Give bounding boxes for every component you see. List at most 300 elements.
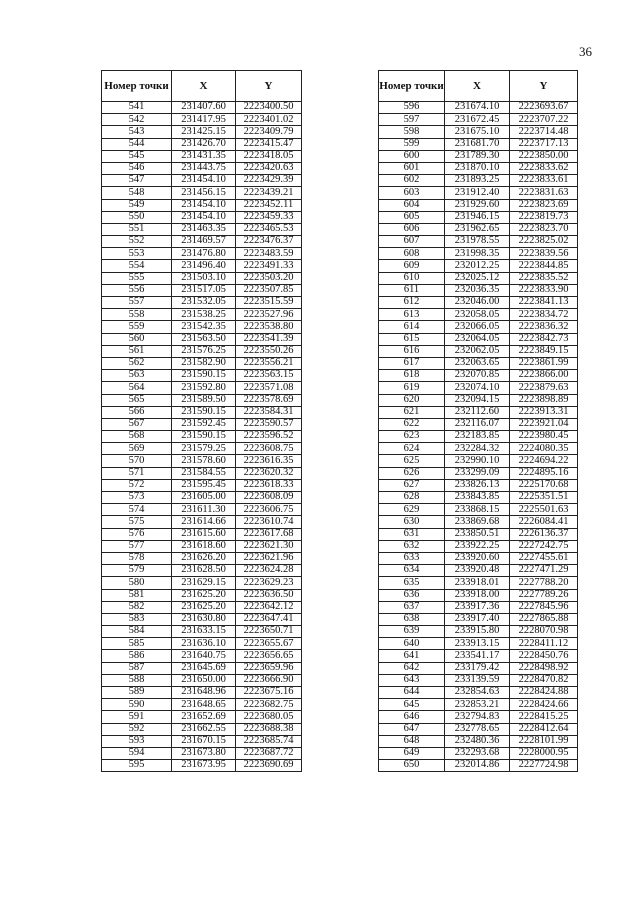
point-number-cell: 611 <box>379 284 445 296</box>
table-row <box>102 199 302 211</box>
y-cell: 2223642.12 <box>236 601 302 613</box>
x-cell: 231503.10 <box>172 272 236 284</box>
x-cell: 231628.50 <box>172 565 236 577</box>
table-row <box>102 601 302 613</box>
y-cell: 2223620.32 <box>236 467 302 479</box>
point-number-cell: 587 <box>102 662 172 674</box>
y-cell: 2228470.82 <box>510 674 578 686</box>
y-cell: 2223503.20 <box>236 272 302 284</box>
table-row <box>379 455 578 467</box>
x-cell: 233541.17 <box>445 650 510 662</box>
y-cell: 2223418.05 <box>236 150 302 162</box>
table-row <box>102 467 302 479</box>
y-cell: 2223527.96 <box>236 309 302 321</box>
table-row <box>102 589 302 601</box>
x-cell: 232066.05 <box>445 321 510 333</box>
y-cell: 2223636.50 <box>236 589 302 601</box>
x-cell: 231454.10 <box>172 211 236 223</box>
x-cell: 231929.60 <box>445 199 510 211</box>
x-cell: 231640.75 <box>172 650 236 662</box>
x-cell: 232070.85 <box>445 370 510 382</box>
x-cell: 231625.20 <box>172 601 236 613</box>
point-number-cell: 596 <box>379 102 445 114</box>
point-number-cell: 621 <box>379 406 445 418</box>
point-number-cell: 629 <box>379 504 445 516</box>
header-point-number: Номер точки <box>379 71 445 102</box>
table-row <box>379 394 578 406</box>
y-cell: 2223538.80 <box>236 321 302 333</box>
table-row <box>102 735 302 747</box>
x-cell: 231582.90 <box>172 357 236 369</box>
point-number-cell: 575 <box>102 516 172 528</box>
point-number-cell: 604 <box>379 199 445 211</box>
point-number-cell: 607 <box>379 236 445 248</box>
x-cell: 231426.70 <box>172 138 236 150</box>
x-cell: 231650.00 <box>172 674 236 686</box>
point-number-cell: 599 <box>379 138 445 150</box>
x-cell: 231636.10 <box>172 638 236 650</box>
y-cell: 2223596.52 <box>236 431 302 443</box>
x-cell: 231584.55 <box>172 467 236 479</box>
y-cell: 2228415.25 <box>510 711 578 723</box>
point-number-cell: 637 <box>379 601 445 613</box>
x-cell: 233843.85 <box>445 492 510 504</box>
x-cell: 231789.30 <box>445 150 510 162</box>
y-cell: 2223685.74 <box>236 735 302 747</box>
table-row <box>379 565 578 577</box>
x-cell: 232062.05 <box>445 345 510 357</box>
y-cell: 2223621.30 <box>236 540 302 552</box>
x-cell: 231978.55 <box>445 236 510 248</box>
x-cell: 232094.15 <box>445 394 510 406</box>
y-cell: 2223833.62 <box>510 162 578 174</box>
table-row <box>379 260 578 272</box>
x-cell: 231673.95 <box>172 760 236 772</box>
table-row <box>379 162 578 174</box>
table-row <box>379 589 578 601</box>
point-number-cell: 557 <box>102 297 172 309</box>
x-cell: 233920.48 <box>445 565 510 577</box>
point-number-cell: 623 <box>379 431 445 443</box>
header-y: Y <box>510 71 578 102</box>
table-row <box>102 662 302 674</box>
table-row <box>379 175 578 187</box>
y-cell: 2223556.21 <box>236 357 302 369</box>
x-cell: 231443.75 <box>172 162 236 174</box>
x-cell: 231590.15 <box>172 406 236 418</box>
y-cell: 2223617.68 <box>236 528 302 540</box>
y-cell: 2223844.85 <box>510 260 578 272</box>
y-cell: 2225170.68 <box>510 479 578 491</box>
table-row <box>379 102 578 114</box>
y-cell: 2223429.39 <box>236 175 302 187</box>
point-number-cell: 543 <box>102 126 172 138</box>
y-cell: 2223650.71 <box>236 626 302 638</box>
x-cell: 233139.59 <box>445 674 510 686</box>
point-number-cell: 571 <box>102 467 172 479</box>
y-cell: 2223415.47 <box>236 138 302 150</box>
y-cell: 2223825.02 <box>510 236 578 248</box>
y-cell: 2223682.75 <box>236 699 302 711</box>
point-number-cell: 548 <box>102 187 172 199</box>
point-number-cell: 549 <box>102 199 172 211</box>
y-cell: 2223688.38 <box>236 723 302 735</box>
y-cell: 2223629.23 <box>236 577 302 589</box>
point-number-cell: 644 <box>379 687 445 699</box>
table-row <box>102 565 302 577</box>
table-row <box>379 345 578 357</box>
table-row <box>379 613 578 625</box>
x-cell: 231674.10 <box>445 102 510 114</box>
table-row <box>102 370 302 382</box>
point-number-cell: 647 <box>379 723 445 735</box>
table-row <box>379 516 578 528</box>
point-number-cell: 590 <box>102 699 172 711</box>
x-cell: 231629.15 <box>172 577 236 589</box>
x-cell: 233918.01 <box>445 577 510 589</box>
point-number-cell: 563 <box>102 370 172 382</box>
y-cell: 2223839.56 <box>510 248 578 260</box>
table-row <box>102 248 302 260</box>
x-cell: 231592.80 <box>172 382 236 394</box>
y-cell: 2223835.52 <box>510 272 578 284</box>
point-number-cell: 555 <box>102 272 172 284</box>
x-cell: 233918.00 <box>445 589 510 601</box>
table-row <box>102 747 302 759</box>
x-cell: 231590.15 <box>172 431 236 443</box>
x-cell: 232036.35 <box>445 284 510 296</box>
y-cell: 2223717.13 <box>510 138 578 150</box>
table-row <box>379 333 578 345</box>
x-cell: 233299.09 <box>445 467 510 479</box>
table-row <box>379 528 578 540</box>
point-number-cell: 595 <box>102 760 172 772</box>
y-cell: 2223849.15 <box>510 345 578 357</box>
table-row <box>102 260 302 272</box>
table-row <box>379 699 578 711</box>
coordinates-table-left <box>101 70 302 772</box>
point-number-cell: 542 <box>102 114 172 126</box>
y-cell: 2223618.33 <box>236 479 302 491</box>
point-number-cell: 612 <box>379 297 445 309</box>
table-row <box>379 687 578 699</box>
table-row <box>102 114 302 126</box>
x-cell: 231605.00 <box>172 492 236 504</box>
y-cell: 2223921.04 <box>510 418 578 430</box>
y-cell: 2223409.79 <box>236 126 302 138</box>
y-cell: 2223507.85 <box>236 284 302 296</box>
table-row <box>379 272 578 284</box>
table-row <box>379 479 578 491</box>
point-number-cell: 545 <box>102 150 172 162</box>
point-number-cell: 578 <box>102 552 172 564</box>
table-row <box>379 223 578 235</box>
point-number-cell: 579 <box>102 565 172 577</box>
x-cell: 231645.69 <box>172 662 236 674</box>
point-number-cell: 577 <box>102 540 172 552</box>
coordinates-table-right <box>378 70 578 772</box>
y-cell: 2228412.64 <box>510 723 578 735</box>
table-row <box>102 674 302 686</box>
x-cell: 231431.35 <box>172 150 236 162</box>
y-cell: 2223584.31 <box>236 406 302 418</box>
point-number-cell: 636 <box>379 589 445 601</box>
y-cell: 2223616.35 <box>236 455 302 467</box>
table-row <box>379 309 578 321</box>
y-cell: 2223621.96 <box>236 552 302 564</box>
y-cell: 2228000.95 <box>510 747 578 759</box>
table-row <box>102 162 302 174</box>
point-number-cell: 627 <box>379 479 445 491</box>
y-cell: 2228424.88 <box>510 687 578 699</box>
point-number-cell: 554 <box>102 260 172 272</box>
x-cell: 233917.36 <box>445 601 510 613</box>
x-cell: 233826.13 <box>445 479 510 491</box>
point-number-cell: 560 <box>102 333 172 345</box>
point-number-cell: 614 <box>379 321 445 333</box>
table-row <box>102 309 302 321</box>
table-row <box>102 455 302 467</box>
point-number-cell: 566 <box>102 406 172 418</box>
table-row <box>379 357 578 369</box>
table-row <box>379 760 578 772</box>
x-cell: 231662.55 <box>172 723 236 735</box>
x-cell: 232014.86 <box>445 760 510 772</box>
table-row <box>379 382 578 394</box>
point-number-cell: 553 <box>102 248 172 260</box>
point-number-cell: 558 <box>102 309 172 321</box>
point-number-cell: 603 <box>379 187 445 199</box>
y-cell: 2228424.66 <box>510 699 578 711</box>
point-number-cell: 638 <box>379 613 445 625</box>
x-cell: 231576.25 <box>172 345 236 357</box>
y-cell: 2223420.63 <box>236 162 302 174</box>
point-number-cell: 610 <box>379 272 445 284</box>
table-row <box>102 333 302 345</box>
point-number-cell: 584 <box>102 626 172 638</box>
table-row <box>102 492 302 504</box>
y-cell: 2224694.22 <box>510 455 578 467</box>
x-cell: 231672.45 <box>445 114 510 126</box>
point-number-cell: 632 <box>379 540 445 552</box>
table-row <box>102 394 302 406</box>
x-cell: 233917.40 <box>445 613 510 625</box>
point-number-cell: 650 <box>379 760 445 772</box>
point-number-cell: 643 <box>379 674 445 686</box>
y-cell: 2223819.73 <box>510 211 578 223</box>
point-number-cell: 649 <box>379 747 445 759</box>
table-row <box>102 321 302 333</box>
y-cell: 2223823.70 <box>510 223 578 235</box>
y-cell: 2227788.20 <box>510 577 578 589</box>
point-number-cell: 622 <box>379 418 445 430</box>
y-cell: 2223680.05 <box>236 711 302 723</box>
x-cell: 232990.10 <box>445 455 510 467</box>
x-cell: 232183.85 <box>445 431 510 443</box>
x-cell: 231589.50 <box>172 394 236 406</box>
y-cell: 2223606.75 <box>236 504 302 516</box>
y-cell: 2223834.72 <box>510 309 578 321</box>
y-cell: 2223550.26 <box>236 345 302 357</box>
point-number-cell: 570 <box>102 455 172 467</box>
x-cell: 233915.80 <box>445 626 510 638</box>
x-cell: 231592.45 <box>172 418 236 430</box>
y-cell: 2225351.51 <box>510 492 578 504</box>
table-row <box>102 175 302 187</box>
x-cell: 231469.57 <box>172 236 236 248</box>
x-cell: 232012.25 <box>445 260 510 272</box>
table-row <box>379 552 578 564</box>
table-row <box>102 345 302 357</box>
point-number-cell: 641 <box>379 650 445 662</box>
table-row <box>379 406 578 418</box>
x-cell: 231579.25 <box>172 443 236 455</box>
x-cell: 233869.68 <box>445 516 510 528</box>
y-cell: 2223841.13 <box>510 297 578 309</box>
header-y: Y <box>236 71 302 102</box>
table-row <box>379 138 578 150</box>
table-row <box>379 650 578 662</box>
point-number-cell: 544 <box>102 138 172 150</box>
point-number-cell: 586 <box>102 650 172 662</box>
table-row <box>102 284 302 296</box>
table-row <box>102 443 302 455</box>
point-number-cell: 546 <box>102 162 172 174</box>
table-row <box>379 662 578 674</box>
y-cell: 2227471.29 <box>510 565 578 577</box>
x-cell: 232046.00 <box>445 297 510 309</box>
table-row <box>102 406 302 418</box>
y-cell: 2224895.16 <box>510 467 578 479</box>
table-row <box>379 211 578 223</box>
x-cell: 231618.60 <box>172 540 236 552</box>
point-number-cell: 617 <box>379 357 445 369</box>
table-row <box>379 735 578 747</box>
table-row <box>102 626 302 638</box>
y-cell: 2228411.12 <box>510 638 578 650</box>
y-cell: 2223833.90 <box>510 284 578 296</box>
table-row <box>102 711 302 723</box>
table-row <box>379 150 578 162</box>
x-cell: 233850.51 <box>445 528 510 540</box>
table-row <box>379 187 578 199</box>
x-cell: 231614.66 <box>172 516 236 528</box>
point-number-cell: 597 <box>379 114 445 126</box>
x-cell: 232293.68 <box>445 747 510 759</box>
x-cell: 231425.15 <box>172 126 236 138</box>
y-cell: 2223861.99 <box>510 357 578 369</box>
y-cell: 2227845.96 <box>510 601 578 613</box>
point-number-cell: 645 <box>379 699 445 711</box>
y-cell: 2223608.75 <box>236 443 302 455</box>
table-row <box>379 370 578 382</box>
point-number-cell: 626 <box>379 467 445 479</box>
point-number-cell: 615 <box>379 333 445 345</box>
table-row <box>379 431 578 443</box>
y-cell: 2223571.08 <box>236 382 302 394</box>
y-cell: 2223823.69 <box>510 199 578 211</box>
table-row <box>379 236 578 248</box>
point-number-cell: 639 <box>379 626 445 638</box>
table-row <box>379 723 578 735</box>
point-number-cell: 600 <box>379 150 445 162</box>
y-cell: 2223541.39 <box>236 333 302 345</box>
x-cell: 231893.25 <box>445 175 510 187</box>
point-number-cell: 635 <box>379 577 445 589</box>
point-number-cell: 634 <box>379 565 445 577</box>
x-cell: 231870.10 <box>445 162 510 174</box>
y-cell: 2223980.45 <box>510 431 578 443</box>
table-row <box>102 272 302 284</box>
point-number-cell: 580 <box>102 577 172 589</box>
x-cell: 232778.65 <box>445 723 510 735</box>
y-cell: 2223656.65 <box>236 650 302 662</box>
x-cell: 233920.60 <box>445 552 510 564</box>
point-number-cell: 606 <box>379 223 445 235</box>
point-number-cell: 592 <box>102 723 172 735</box>
y-cell: 2226084.41 <box>510 516 578 528</box>
table-row <box>379 199 578 211</box>
table-row <box>102 687 302 699</box>
x-cell: 231648.65 <box>172 699 236 711</box>
point-number-cell: 619 <box>379 382 445 394</box>
x-cell: 231633.15 <box>172 626 236 638</box>
y-cell: 2223515.59 <box>236 297 302 309</box>
y-cell: 2228101.99 <box>510 735 578 747</box>
table-row <box>379 711 578 723</box>
point-number-cell: 602 <box>379 175 445 187</box>
y-cell: 2223714.48 <box>510 126 578 138</box>
y-cell: 2223624.28 <box>236 565 302 577</box>
y-cell: 2223563.15 <box>236 370 302 382</box>
y-cell: 2223879.63 <box>510 382 578 394</box>
table-row <box>379 248 578 260</box>
x-cell: 231962.65 <box>445 223 510 235</box>
point-number-cell: 569 <box>102 443 172 455</box>
point-number-cell: 609 <box>379 260 445 272</box>
y-cell: 2223842.73 <box>510 333 578 345</box>
point-number-cell: 633 <box>379 552 445 564</box>
point-number-cell: 594 <box>102 747 172 759</box>
point-number-cell: 547 <box>102 175 172 187</box>
x-cell: 231595.45 <box>172 479 236 491</box>
x-cell: 231496.40 <box>172 260 236 272</box>
x-cell: 231673.80 <box>172 747 236 759</box>
y-cell: 2223707.22 <box>510 114 578 126</box>
x-cell: 231463.35 <box>172 223 236 235</box>
table-row <box>379 321 578 333</box>
x-cell: 232058.05 <box>445 309 510 321</box>
point-number-cell: 613 <box>379 309 445 321</box>
y-cell: 2223465.53 <box>236 223 302 235</box>
table-row <box>379 297 578 309</box>
table-row <box>102 187 302 199</box>
point-number-cell: 588 <box>102 674 172 686</box>
x-cell: 233179.42 <box>445 662 510 674</box>
point-number-cell: 562 <box>102 357 172 369</box>
table-row <box>379 114 578 126</box>
point-number-cell: 631 <box>379 528 445 540</box>
x-cell: 231454.10 <box>172 175 236 187</box>
y-cell: 2227865.88 <box>510 613 578 625</box>
table-row <box>102 638 302 650</box>
point-number-cell: 573 <box>102 492 172 504</box>
point-number-cell: 568 <box>102 431 172 443</box>
x-cell: 231946.15 <box>445 211 510 223</box>
y-cell: 2223913.31 <box>510 406 578 418</box>
x-cell: 232063.65 <box>445 357 510 369</box>
x-cell: 232480.36 <box>445 735 510 747</box>
